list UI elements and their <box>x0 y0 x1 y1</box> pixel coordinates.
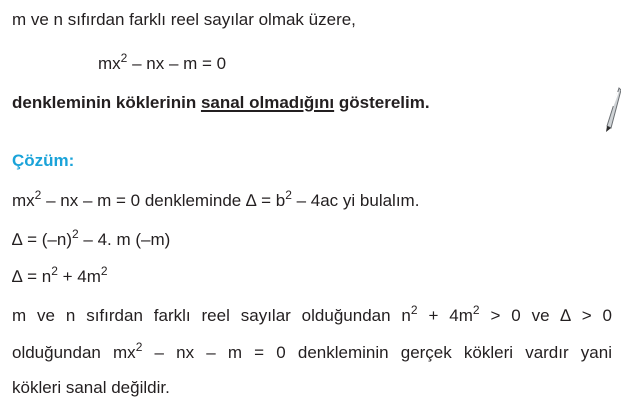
emphasis-underlined: sanal olmadığını <box>200 93 335 112</box>
solution-line-6: kökleri sanal değildir. <box>12 378 170 397</box>
solution-line-4: m ve n sıfırdan farklı reel sayılar olduğundan $n^2 + 4m^2 > 0$ ve ∆ > 0 <box>12 303 612 325</box>
solution-line-5: olduğundan $mx^2$ – nx – m = 0 denkleminin gerçek kökleri vardır yani <box>12 340 612 362</box>
pencil-icon <box>601 86 621 132</box>
solution-line-3: ∆ = $n^2 + 4m^2$ <box>12 264 108 286</box>
solution-line-1: $mx^2$ – nx – m = 0 denkleminde ∆ = $b^2 - 4ac$ yi bulalım. <box>12 188 420 210</box>
problem-task: denkleminin köklerinin sanal olmadığını gösterelim. <box>12 93 430 112</box>
problem-equation: $mx^2$ – nx – m = 0 <box>98 51 227 73</box>
solution-line-2: ∆ = $(-n)^2 - 4$. m (–m) <box>12 227 171 249</box>
solution-heading: Çözüm: <box>12 151 75 170</box>
problem-intro: m ve n sıfırdan farklı reel sayılar olmak üzere, <box>12 10 356 29</box>
